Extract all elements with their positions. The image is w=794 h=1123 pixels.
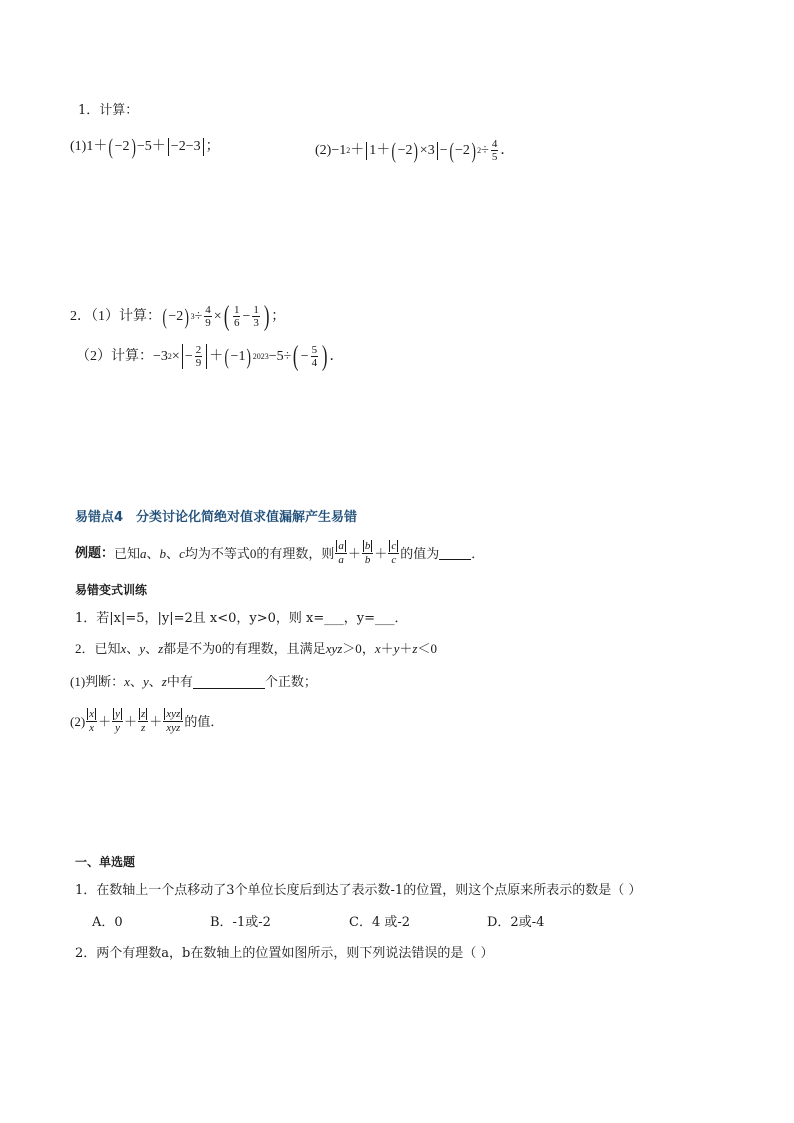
training-title: 易错变式训练 <box>75 583 148 597</box>
training-q1: 1．若|x|=5，|y|=2且 x<0，y>0，则 x=___，y=___． <box>75 611 408 626</box>
q2-part1: 2．（1）计算： ( −2 ) 3 ÷ $\frac{4}{9}$ × ( $\frac{1}{6}$ − $\frac{1}{3}$ ) ； <box>70 300 286 332</box>
q1-part2: (2) −1 2 ＋ 1＋ ( −2 ) ×3 − ( −2 ) 2 ÷ $\frac{4}{5}$ ． <box>315 137 515 163</box>
mcq-q1-option-b: B．-1或-2 <box>210 915 271 930</box>
mcq-q1: 1．在数轴上一个点移动了3个单位长度后到达了表示数-1的位置，则这个点原来所表示的数是（ ） <box>75 883 642 898</box>
training-q2-part1: (1)判断： x 、 y 、 z 中有 个正数； <box>70 674 317 689</box>
mcq-q1-option-c: C．4 或-2 <box>349 915 411 930</box>
mcq-title: 一、单选题 <box>75 855 136 869</box>
section-heading: 易错点4 分类讨论化简绝对值求值漏解产生易错 <box>75 510 358 525</box>
mcq-q1-option-d: D．2或-4 <box>487 915 545 930</box>
training-q2: 2．已知 x 、 y 、 z 都是不为0的有理数，且满足 xyz ＞0 ， x ＋ y ＋ z ＜0 <box>75 641 437 656</box>
mcq-q2: 2．两个有理数a，b在数轴上的位置如图所示，则下列说法错误的是（ ） <box>75 946 494 961</box>
q1-part1: (1) 1＋ ( −2 ) −5＋ −2−3 ； <box>70 134 220 159</box>
q2-part2: （2）计算： −3 2 × − $\frac{2}{9}$ ＋ ( −1 ) 2023 −5÷ ( − $\frac{5}{4}$ ) ． <box>76 340 344 372</box>
training-q2-part2: (2) $\frac{x}{x}$ ＋ $\frac{y}{y}$ ＋ $\frac{z}{z}$ ＋ $\frac{\text{xyz}}{\text{xyz}}$ 的值． <box>70 708 224 734</box>
example-line: 例题： 已知 a 、 b 、 c 均为不等式0的有理数，则 $\frac{a}{a}$ ＋ $\frac{b}{b}$ ＋ $\frac{c}{c}$ 的值为 ． <box>75 540 485 566</box>
q1-label: 1．计算： <box>78 103 139 118</box>
mcq-q1-option-a: A．0 <box>92 915 123 930</box>
